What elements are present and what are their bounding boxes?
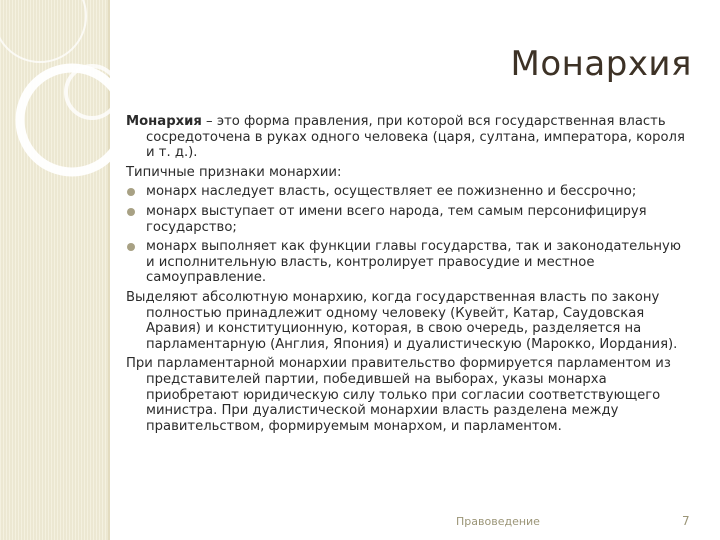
- feature-item: [126, 204, 692, 235]
- page-number: 7: [682, 514, 690, 528]
- bullet-icon: [127, 208, 135, 216]
- features-heading: Типичные признаки монархии:: [126, 164, 342, 180]
- decor-circle-top: [0, 0, 86, 62]
- feature-item: [126, 239, 692, 286]
- decor-circle-large: [20, 68, 124, 172]
- feature-text: монарх выступает от имени всего народа, тем самым персонифицируя государство;: [146, 203, 647, 235]
- definition-text: – это форма правления, при которой вся государственная власть сосредоточена в руках одного человека (царя, султана, императора, короля и т. д.).: [146, 114, 685, 161]
- decorative-circles: [0, 0, 130, 220]
- definition-term: Монархия: [126, 114, 202, 129]
- slide-content: [126, 114, 692, 438]
- bullet-icon: [127, 243, 135, 251]
- footer-subject: Правоведение: [456, 515, 540, 528]
- bullet-icon: [127, 188, 135, 196]
- feature-text: монарх наследует власть, осуществляет ее пожизненно и бессрочно;: [146, 184, 637, 200]
- feature-item: [126, 184, 692, 200]
- parliamentary-monarchy-paragraph: При парламентарной монархии правительство формируется парламентом из представителей партии, победившей на выборах, указы монарха приобретают юридическую силу только при согласии соответствующего министра. При дуалистической монархии власть разделена между правительством, формируемым монархом, и парламентом.: [126, 356, 671, 434]
- absolute-monarchy-paragraph: Выделяют абсолютную монархию, когда государственная власть по закону полностью принадлежит одному человеку (Кувейт, Катар, Саудовская Аравия) и конституционную, которая, в свою очередь, разделяется на парламентарную (Англия, Япония) и дуалистическую (Марокко, Иордания).: [126, 289, 678, 352]
- definition-paragraph: [126, 114, 692, 161]
- slide-title: Монархия: [510, 44, 692, 84]
- feature-text: монарх выполняет как функции главы государства, так и законодательную и исполнительную власть, контролирует правосудие и местное самоуправление.: [146, 239, 681, 286]
